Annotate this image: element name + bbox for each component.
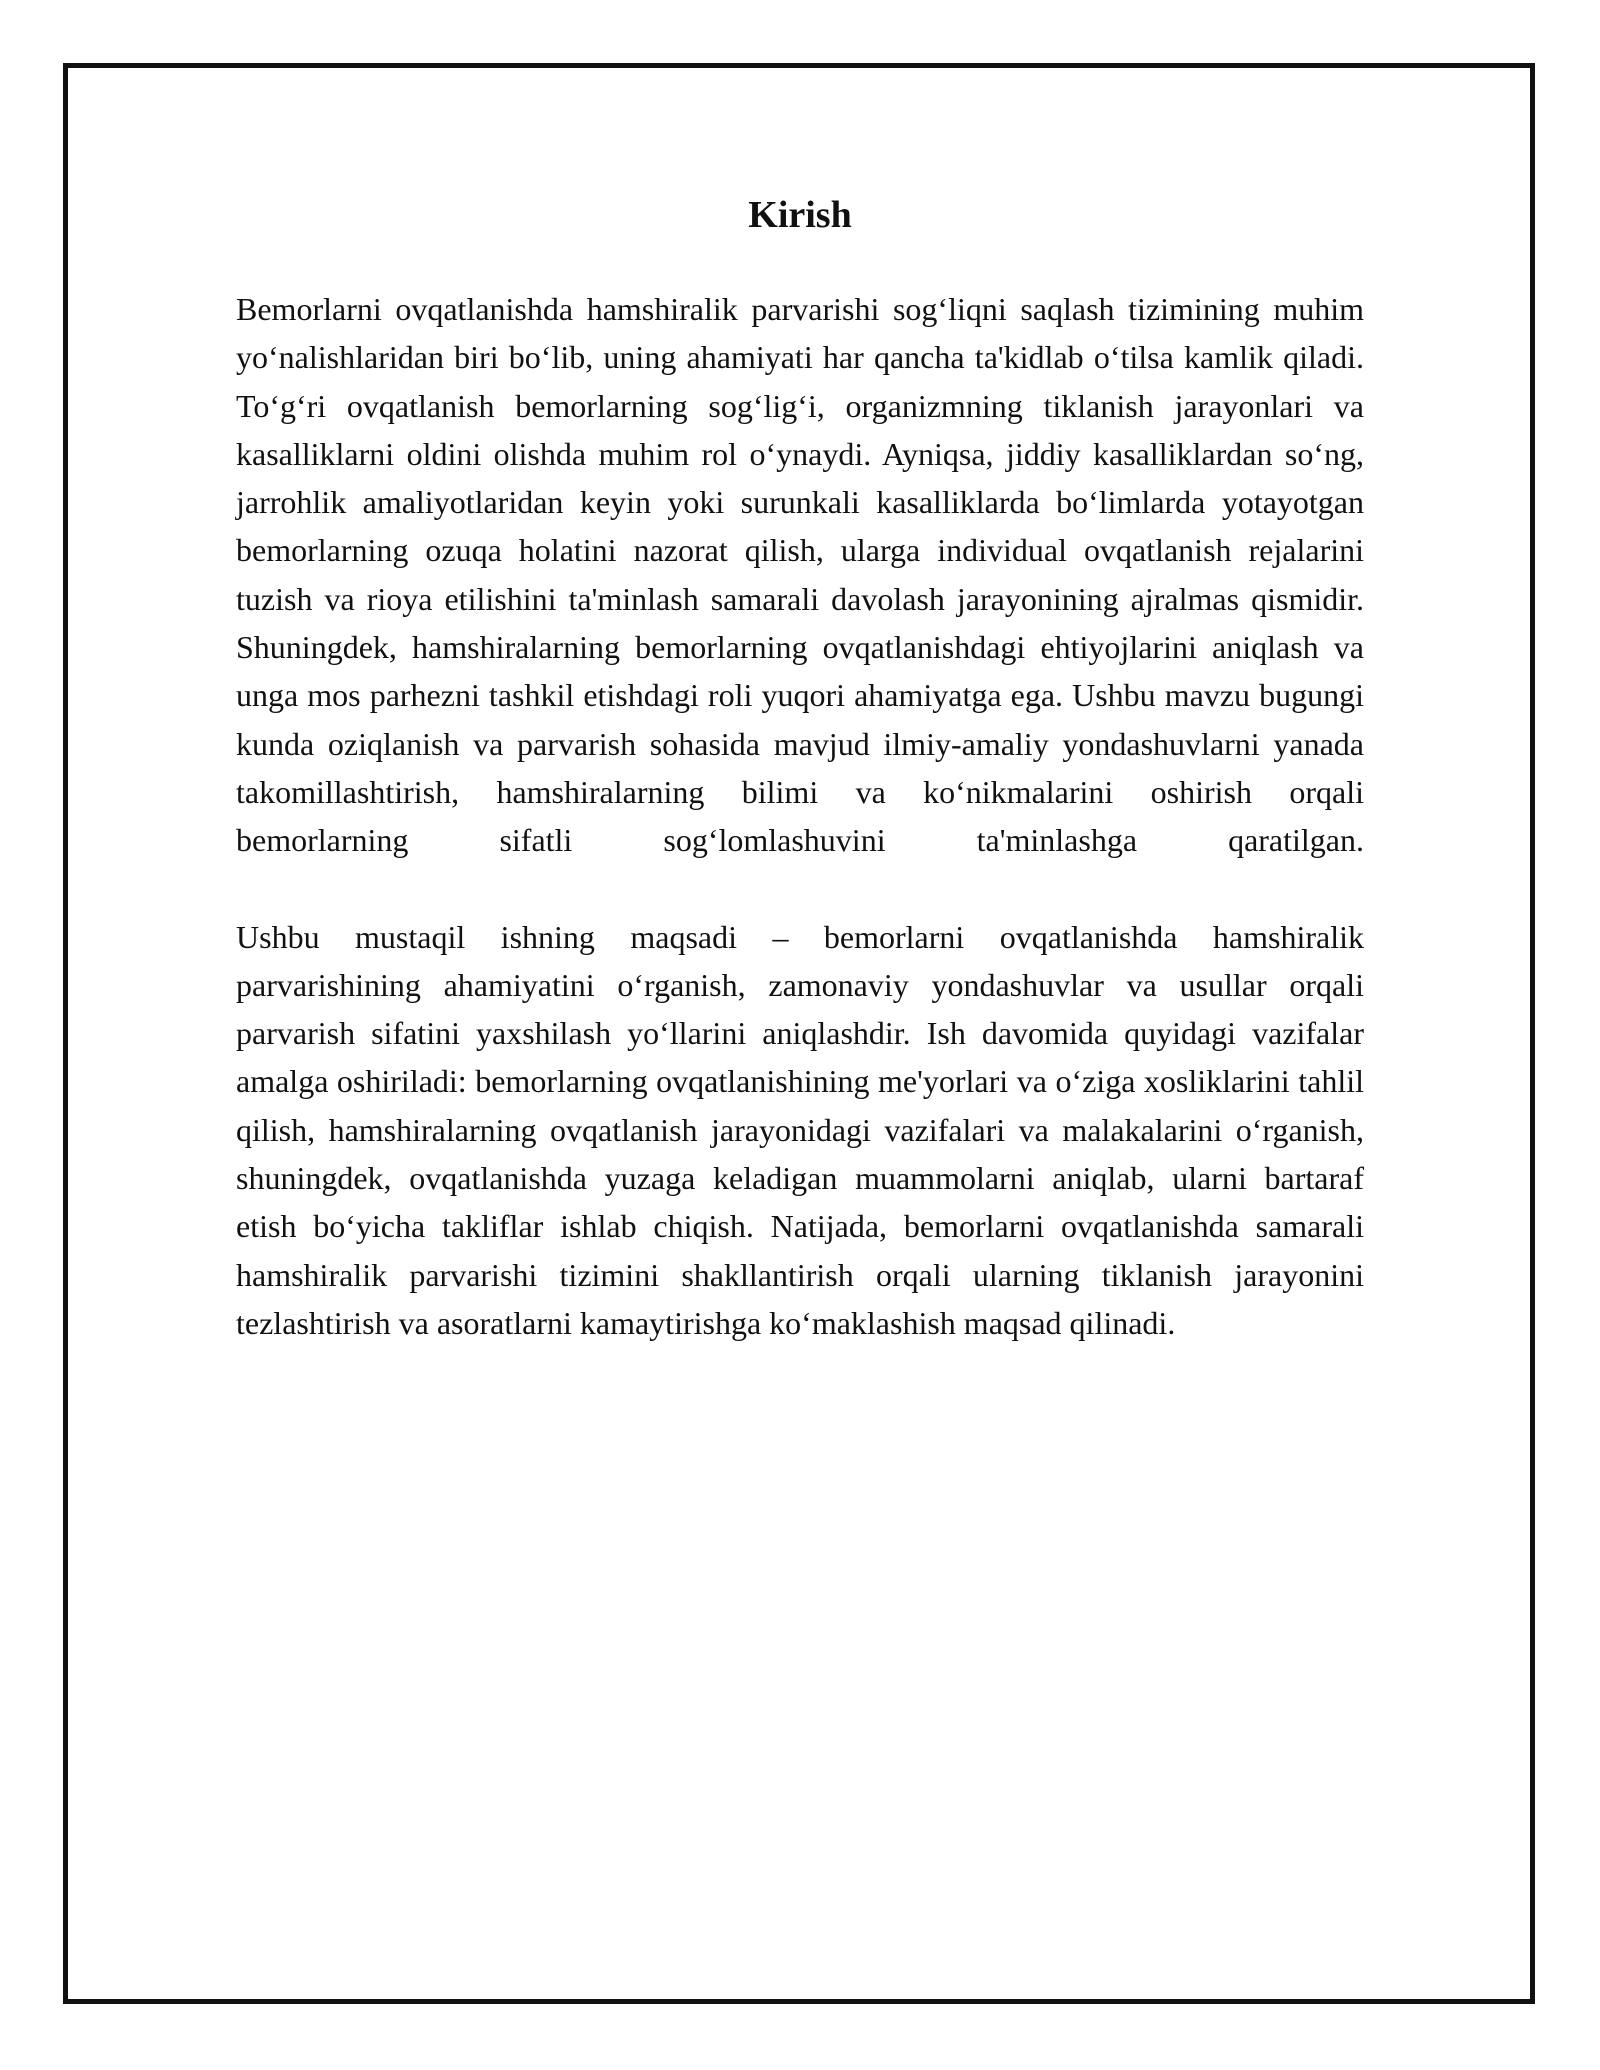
page-title: Kirish — [748, 194, 852, 236]
paragraph-intro: Bemorlarni ovqatlanishda hamshiralik parvarishi sog‘liqni saqlash tizimining muhim yo‘nalishlaridan biri bo‘lib, uning ahamiyati har qancha ta'kidlab o‘tilsa kamlik qiladi. To‘g‘ri ovqatlanish bemorlarning sog‘lig‘i, organizmning tiklanish jarayonlari va kasalliklarni oldini olishda muhim rol o‘ynaydi. Ayniqsa, jiddiy kasalliklardan so‘ng, jarrohlik amaliyotlaridan keyin yoki surunkali kasalliklarda bo‘limlarda yotayotgan bemorlarning ozuqa holatini nazorat qilish, ularga individual ovqatlanish rejalarini tuzish va rioya etilishini ta'minlash samarali davolash jarayonining ajralmas qismidir. Shuningdek, hamshiralarning bemorlarning ovqatlanishdagi ehtiyojlarini aniqlash va unga mos parhezni tashkil etishdagi roli yuqori ahamiyatga ega. Ushbu mavzu bugungi kunda oziqlanish va parvarish sohasida mavjud ilmiy-amaliy yondashuvlarni yanada takomillashtirish, hamshiralarning bilimi va ko‘nikmalarini oshirish orqali bemorlarning sifatli sog‘lomlashuvini ta'minlashga qaratilgan. — [236, 291, 1364, 859]
paragraph-goal: Ushbu mustaqil ishning maqsadi – bemorlarni ovqatlanishda hamshiralik parvarishining ahamiyatini o‘rganish, zamonaviy yondashuvlar va usullar orqali parvarish sifatini yaxshilash yo‘llarini aniqlashdir. Ish davomida quyidagi vazifalar amalga oshiriladi: bemorlarning ovqatlanishining me'yorlari va o‘ziga xosliklarini tahlil qilish, hamshiralarning ovqatlanish jarayonidagi vazifalari va malakalarini o‘rganish, shuningdek, ovqatlanishda yuzaga keladigan muammolarni aniqlab, ularni bartaraf etish bo‘yicha takliflar ishlab chiqish. Natijada, bemorlarni ovqatlanishda samarali hamshiralik parvarishi tizimini shakllantirish orqali ularning tiklanish jarayonini tezlashtirish va asoratlarni kamaytirishga ko‘maklashish maqsad qilinadi. — [236, 918, 1364, 1341]
document-body — [236, 180, 1364, 1347]
